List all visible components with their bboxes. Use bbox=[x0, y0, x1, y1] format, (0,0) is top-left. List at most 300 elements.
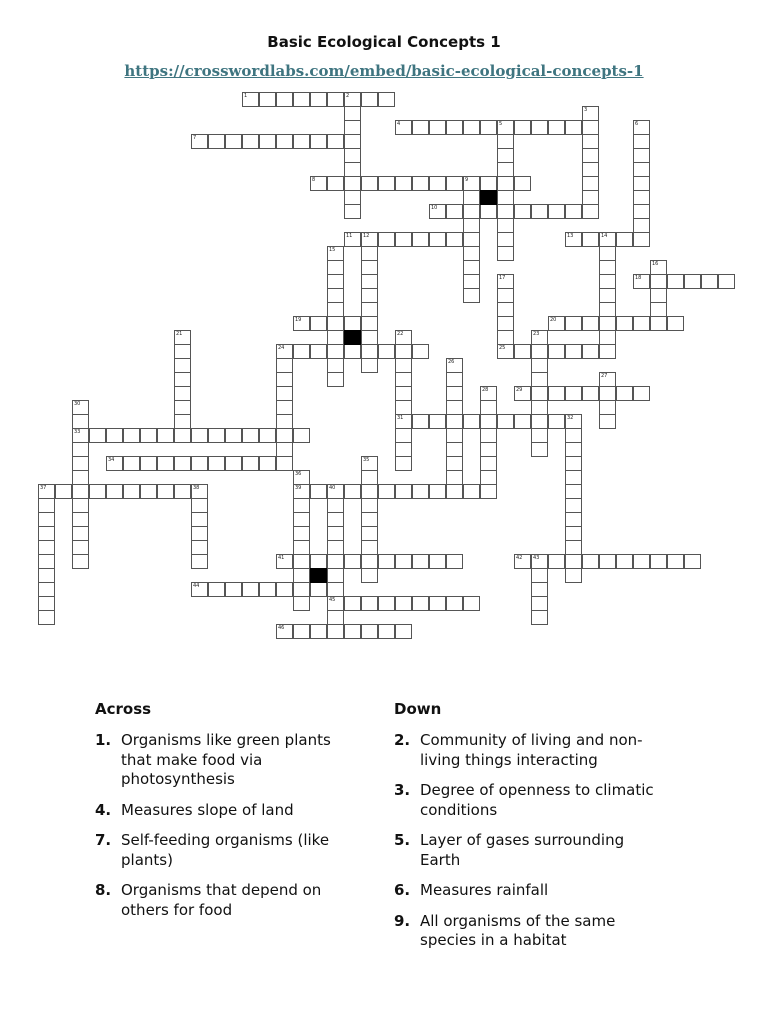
crossword-cell[interactable] bbox=[599, 260, 616, 275]
crossword-cell[interactable] bbox=[599, 386, 616, 401]
crossword-cell[interactable] bbox=[633, 148, 650, 163]
crossword-cell[interactable] bbox=[531, 400, 548, 415]
crossword-cell[interactable] bbox=[174, 358, 191, 373]
crossword-cell[interactable] bbox=[497, 134, 514, 149]
crossword-cell[interactable] bbox=[361, 288, 378, 303]
crossword-cell[interactable] bbox=[276, 414, 293, 429]
crossword-cell[interactable] bbox=[259, 92, 276, 107]
crossword-cell[interactable] bbox=[599, 344, 616, 359]
crossword-cell[interactable] bbox=[72, 484, 89, 499]
crossword-cell[interactable] bbox=[497, 330, 514, 345]
crossword-cell[interactable] bbox=[582, 554, 599, 569]
crossword-cell[interactable] bbox=[480, 120, 497, 135]
crossword-cell[interactable] bbox=[344, 92, 361, 107]
crossword-cell[interactable] bbox=[276, 386, 293, 401]
crossword-cell[interactable] bbox=[259, 456, 276, 471]
crossword-cell[interactable] bbox=[293, 470, 310, 485]
crossword-cell[interactable] bbox=[361, 316, 378, 331]
crossword-cell[interactable] bbox=[633, 386, 650, 401]
crossword-cell[interactable] bbox=[412, 176, 429, 191]
crossword-cell[interactable] bbox=[429, 414, 446, 429]
crossword-cell[interactable] bbox=[327, 596, 344, 611]
crossword-cell[interactable] bbox=[531, 568, 548, 583]
crossword-cell[interactable] bbox=[531, 610, 548, 625]
crossword-cell[interactable] bbox=[599, 414, 616, 429]
crossword-cell[interactable] bbox=[480, 484, 497, 499]
crossword-cell[interactable] bbox=[293, 134, 310, 149]
crossword-cell[interactable] bbox=[361, 470, 378, 485]
crossword-cell[interactable] bbox=[344, 316, 361, 331]
crossword-cell[interactable] bbox=[565, 204, 582, 219]
crossword-cell[interactable] bbox=[191, 134, 208, 149]
crossword-cell[interactable] bbox=[616, 386, 633, 401]
crossword-cell[interactable] bbox=[140, 428, 157, 443]
crossword-cell[interactable] bbox=[446, 204, 463, 219]
crossword-cell[interactable] bbox=[344, 106, 361, 121]
crossword-cell[interactable] bbox=[548, 554, 565, 569]
crossword-cell[interactable] bbox=[310, 316, 327, 331]
crossword-cell[interactable] bbox=[667, 274, 684, 289]
crossword-cell[interactable] bbox=[123, 484, 140, 499]
crossword-cell[interactable] bbox=[327, 358, 344, 373]
crossword-cell[interactable] bbox=[361, 540, 378, 555]
crossword-cell[interactable] bbox=[548, 204, 565, 219]
crossword-cell[interactable] bbox=[242, 92, 259, 107]
crossword-cell[interactable] bbox=[497, 344, 514, 359]
crossword-cell[interactable] bbox=[531, 414, 548, 429]
crossword-cell[interactable] bbox=[582, 204, 599, 219]
crossword-cell[interactable] bbox=[276, 134, 293, 149]
crossword-cell[interactable] bbox=[565, 470, 582, 485]
crossword-cell[interactable] bbox=[293, 316, 310, 331]
crossword-cell[interactable] bbox=[667, 554, 684, 569]
crossword-cell[interactable] bbox=[429, 232, 446, 247]
crossword-cell[interactable] bbox=[293, 582, 310, 597]
crossword-cell[interactable] bbox=[395, 428, 412, 443]
crossword-cell[interactable] bbox=[463, 288, 480, 303]
crossword-cell[interactable] bbox=[72, 526, 89, 541]
crossword-cell[interactable] bbox=[72, 470, 89, 485]
crossword-cell[interactable] bbox=[174, 456, 191, 471]
crossword-cell[interactable] bbox=[548, 414, 565, 429]
crossword-cell[interactable] bbox=[599, 372, 616, 387]
crossword-cell[interactable] bbox=[446, 442, 463, 457]
crossword-cell[interactable] bbox=[242, 456, 259, 471]
crossword-cell[interactable] bbox=[531, 428, 548, 443]
crossword-cell[interactable] bbox=[548, 316, 565, 331]
crossword-cell[interactable] bbox=[463, 120, 480, 135]
crossword-cell[interactable] bbox=[565, 540, 582, 555]
crossword-cell[interactable] bbox=[565, 498, 582, 513]
crossword-cell[interactable] bbox=[344, 190, 361, 205]
crossword-cell[interactable] bbox=[361, 274, 378, 289]
crossword-cell[interactable] bbox=[361, 176, 378, 191]
crossword-cell[interactable] bbox=[548, 344, 565, 359]
crossword-cell[interactable] bbox=[191, 540, 208, 555]
crossword-cell[interactable] bbox=[599, 246, 616, 261]
crossword-cell[interactable] bbox=[327, 554, 344, 569]
crossword-cell[interactable] bbox=[276, 372, 293, 387]
crossword-cell[interactable] bbox=[361, 484, 378, 499]
crossword-cell[interactable] bbox=[446, 400, 463, 415]
crossword-cell[interactable] bbox=[412, 554, 429, 569]
crossword-cell[interactable] bbox=[174, 400, 191, 415]
crossword-cell[interactable] bbox=[565, 512, 582, 527]
crossword-cell[interactable] bbox=[344, 162, 361, 177]
crossword-cell[interactable] bbox=[72, 428, 89, 443]
crossword-cell[interactable] bbox=[395, 330, 412, 345]
crossword-cell[interactable] bbox=[174, 414, 191, 429]
crossword-cell[interactable] bbox=[293, 624, 310, 639]
crossword-cell[interactable] bbox=[72, 400, 89, 415]
crossword-cell[interactable] bbox=[225, 428, 242, 443]
crossword-cell[interactable] bbox=[497, 218, 514, 233]
crossword-cell[interactable] bbox=[327, 330, 344, 345]
crossword-cell[interactable] bbox=[446, 428, 463, 443]
crossword-cell[interactable] bbox=[361, 512, 378, 527]
crossword-cell[interactable] bbox=[446, 120, 463, 135]
crossword-cell[interactable] bbox=[395, 372, 412, 387]
crossword-cell[interactable] bbox=[412, 596, 429, 611]
crossword-cell[interactable] bbox=[565, 568, 582, 583]
crossword-cell[interactable] bbox=[327, 624, 344, 639]
crossword-cell[interactable] bbox=[531, 358, 548, 373]
crossword-cell[interactable] bbox=[565, 414, 582, 429]
crossword-cell[interactable] bbox=[395, 624, 412, 639]
crossword-cell[interactable] bbox=[463, 274, 480, 289]
crossword-cell[interactable] bbox=[565, 316, 582, 331]
crossword-cell[interactable] bbox=[106, 428, 123, 443]
crossword-cell[interactable] bbox=[684, 554, 701, 569]
crossword-cell[interactable] bbox=[582, 162, 599, 177]
crossword-cell[interactable] bbox=[276, 582, 293, 597]
crossword-cell[interactable] bbox=[565, 456, 582, 471]
crossword-cell[interactable] bbox=[497, 162, 514, 177]
crossword-cell[interactable] bbox=[327, 288, 344, 303]
crossword-cell[interactable] bbox=[361, 344, 378, 359]
crossword-cell[interactable] bbox=[242, 134, 259, 149]
crossword-cell[interactable] bbox=[361, 330, 378, 345]
crossword-cell[interactable] bbox=[395, 120, 412, 135]
crossword-cell[interactable] bbox=[38, 582, 55, 597]
crossword-cell[interactable] bbox=[395, 596, 412, 611]
crossword-cell[interactable] bbox=[38, 526, 55, 541]
crossword-cell[interactable] bbox=[565, 344, 582, 359]
crossword-cell[interactable] bbox=[89, 484, 106, 499]
crossword-cell[interactable] bbox=[361, 358, 378, 373]
crossword-cell[interactable] bbox=[259, 134, 276, 149]
crossword-cell[interactable] bbox=[616, 232, 633, 247]
crossword-cell[interactable] bbox=[514, 414, 531, 429]
crossword-cell[interactable] bbox=[276, 456, 293, 471]
crossword-cell[interactable] bbox=[293, 344, 310, 359]
crossword-cell[interactable] bbox=[446, 484, 463, 499]
crossword-cell[interactable] bbox=[378, 596, 395, 611]
crossword-cell[interactable] bbox=[463, 176, 480, 191]
crossword-cell[interactable] bbox=[378, 344, 395, 359]
crossword-cell[interactable] bbox=[276, 554, 293, 569]
crossword-cell[interactable] bbox=[327, 610, 344, 625]
crossword-cell[interactable] bbox=[38, 554, 55, 569]
crossword-cell[interactable] bbox=[395, 232, 412, 247]
crossword-cell[interactable] bbox=[599, 274, 616, 289]
crossword-cell[interactable] bbox=[531, 582, 548, 597]
crossword-cell[interactable] bbox=[378, 484, 395, 499]
crossword-cell[interactable] bbox=[633, 554, 650, 569]
crossword-cell[interactable] bbox=[361, 596, 378, 611]
crossword-cell[interactable] bbox=[344, 624, 361, 639]
crossword-cell[interactable] bbox=[276, 442, 293, 457]
crossword-cell[interactable] bbox=[497, 246, 514, 261]
crossword-cell[interactable] bbox=[429, 596, 446, 611]
crossword-cell[interactable] bbox=[361, 624, 378, 639]
crossword-cell[interactable] bbox=[497, 120, 514, 135]
crossword-cell[interactable] bbox=[684, 274, 701, 289]
crossword-cell[interactable] bbox=[633, 162, 650, 177]
crossword-cell[interactable] bbox=[548, 120, 565, 135]
crossword-cell[interactable] bbox=[446, 372, 463, 387]
crossword-cell[interactable] bbox=[412, 120, 429, 135]
crossword-cell[interactable] bbox=[531, 344, 548, 359]
crossword-cell[interactable] bbox=[191, 582, 208, 597]
crossword-cell[interactable] bbox=[327, 176, 344, 191]
crossword-cell[interactable] bbox=[293, 428, 310, 443]
crossword-cell[interactable] bbox=[412, 484, 429, 499]
crossword-cell[interactable] bbox=[463, 246, 480, 261]
crossword-cell[interactable] bbox=[565, 120, 582, 135]
crossword-cell[interactable] bbox=[174, 344, 191, 359]
crossword-cell[interactable] bbox=[344, 596, 361, 611]
crossword-cell[interactable] bbox=[208, 428, 225, 443]
crossword-cell[interactable] bbox=[293, 540, 310, 555]
crossword-cell[interactable] bbox=[395, 484, 412, 499]
crossword-cell[interactable] bbox=[514, 120, 531, 135]
crossword-cell[interactable] bbox=[633, 274, 650, 289]
crossword-cell[interactable] bbox=[378, 624, 395, 639]
crossword-cell[interactable] bbox=[72, 442, 89, 457]
crossword-cell[interactable] bbox=[361, 498, 378, 513]
crossword-cell[interactable] bbox=[429, 120, 446, 135]
crossword-cell[interactable] bbox=[650, 274, 667, 289]
crossword-cell[interactable] bbox=[293, 554, 310, 569]
crossword-cell[interactable] bbox=[548, 386, 565, 401]
crossword-cell[interactable] bbox=[446, 176, 463, 191]
crossword-cell[interactable] bbox=[310, 176, 327, 191]
crossword-cell[interactable] bbox=[531, 554, 548, 569]
crossword-cell[interactable] bbox=[327, 274, 344, 289]
crossword-cell[interactable] bbox=[72, 540, 89, 555]
crossword-cell[interactable] bbox=[327, 344, 344, 359]
crossword-cell[interactable] bbox=[174, 428, 191, 443]
crossword-cell[interactable] bbox=[327, 372, 344, 387]
crossword-cell[interactable] bbox=[38, 596, 55, 611]
crossword-cell[interactable] bbox=[395, 442, 412, 457]
crossword-cell[interactable] bbox=[140, 456, 157, 471]
crossword-cell[interactable] bbox=[599, 316, 616, 331]
crossword-cell[interactable] bbox=[361, 260, 378, 275]
crossword-cell[interactable] bbox=[497, 232, 514, 247]
crossword-cell[interactable] bbox=[276, 428, 293, 443]
crossword-cell[interactable] bbox=[327, 92, 344, 107]
crossword-cell[interactable] bbox=[72, 554, 89, 569]
crossword-cell[interactable] bbox=[276, 344, 293, 359]
crossword-cell[interactable] bbox=[38, 610, 55, 625]
crossword-cell[interactable] bbox=[293, 526, 310, 541]
crossword-cell[interactable] bbox=[242, 428, 259, 443]
crossword-cell[interactable] bbox=[191, 484, 208, 499]
crossword-cell[interactable] bbox=[565, 484, 582, 499]
crossword-cell[interactable] bbox=[310, 344, 327, 359]
crossword-cell[interactable] bbox=[395, 400, 412, 415]
crossword-cell[interactable] bbox=[310, 624, 327, 639]
crossword-cell[interactable] bbox=[412, 344, 429, 359]
crossword-cell[interactable] bbox=[395, 386, 412, 401]
crossword-cell[interactable] bbox=[344, 204, 361, 219]
crossword-cell[interactable] bbox=[463, 484, 480, 499]
crossword-cell[interactable] bbox=[514, 386, 531, 401]
crossword-cell[interactable] bbox=[242, 582, 259, 597]
crossword-cell[interactable] bbox=[38, 498, 55, 513]
crossword-cell[interactable] bbox=[327, 540, 344, 555]
crossword-cell[interactable] bbox=[327, 526, 344, 541]
crossword-cell[interactable] bbox=[327, 302, 344, 317]
crossword-cell[interactable] bbox=[327, 246, 344, 261]
crossword-cell[interactable] bbox=[514, 176, 531, 191]
crossword-cell[interactable] bbox=[446, 414, 463, 429]
crossword-cell[interactable] bbox=[276, 92, 293, 107]
crossword-cell[interactable] bbox=[480, 400, 497, 415]
crossword-cell[interactable] bbox=[310, 134, 327, 149]
crossword-cell[interactable] bbox=[191, 428, 208, 443]
crossword-cell[interactable] bbox=[276, 624, 293, 639]
crossword-cell[interactable] bbox=[72, 456, 89, 471]
crossword-cell[interactable] bbox=[480, 470, 497, 485]
crossword-cell[interactable] bbox=[89, 428, 106, 443]
crossword-cell[interactable] bbox=[531, 330, 548, 345]
crossword-cell[interactable] bbox=[718, 274, 735, 289]
crossword-cell[interactable] bbox=[531, 442, 548, 457]
crossword-cell[interactable] bbox=[599, 330, 616, 345]
crossword-cell[interactable] bbox=[344, 484, 361, 499]
crossword-cell[interactable] bbox=[344, 232, 361, 247]
crossword-cell[interactable] bbox=[72, 498, 89, 513]
crossword-cell[interactable] bbox=[429, 176, 446, 191]
crossword-cell[interactable] bbox=[633, 316, 650, 331]
crossword-cell[interactable] bbox=[191, 526, 208, 541]
crossword-cell[interactable] bbox=[616, 316, 633, 331]
crossword-cell[interactable] bbox=[633, 232, 650, 247]
crossword-cell[interactable] bbox=[616, 554, 633, 569]
crossword-cell[interactable] bbox=[395, 344, 412, 359]
crossword-cell[interactable] bbox=[327, 316, 344, 331]
crossword-cell[interactable] bbox=[565, 554, 582, 569]
crossword-cell[interactable] bbox=[361, 302, 378, 317]
crossword-cell[interactable] bbox=[582, 120, 599, 135]
crossword-cell[interactable] bbox=[565, 386, 582, 401]
crossword-cell[interactable] bbox=[327, 484, 344, 499]
crossword-cell[interactable] bbox=[208, 134, 225, 149]
crossword-cell[interactable] bbox=[463, 414, 480, 429]
crossword-cell[interactable] bbox=[633, 120, 650, 135]
crossword-cell[interactable] bbox=[497, 316, 514, 331]
crossword-cell[interactable] bbox=[531, 204, 548, 219]
crossword-cell[interactable] bbox=[565, 442, 582, 457]
crossword-cell[interactable] bbox=[446, 358, 463, 373]
crossword-cell[interactable] bbox=[361, 92, 378, 107]
crossword-cell[interactable] bbox=[259, 582, 276, 597]
crossword-cell[interactable] bbox=[514, 554, 531, 569]
crossword-cell[interactable] bbox=[327, 498, 344, 513]
crossword-cell[interactable] bbox=[446, 386, 463, 401]
crossword-cell[interactable] bbox=[412, 232, 429, 247]
crossword-cell[interactable] bbox=[463, 232, 480, 247]
crossword-cell[interactable] bbox=[72, 512, 89, 527]
crossword-cell[interactable] bbox=[395, 456, 412, 471]
crossword-cell[interactable] bbox=[38, 568, 55, 583]
crossword-cell[interactable] bbox=[582, 148, 599, 163]
crossword-cell[interactable] bbox=[582, 176, 599, 191]
crossword-cell[interactable] bbox=[582, 232, 599, 247]
crossword-cell[interactable] bbox=[633, 204, 650, 219]
crossword-cell[interactable] bbox=[633, 190, 650, 205]
crossword-cell[interactable] bbox=[293, 92, 310, 107]
crossword-cell[interactable] bbox=[327, 512, 344, 527]
crossword-cell[interactable] bbox=[599, 400, 616, 415]
crossword-cell[interactable] bbox=[395, 554, 412, 569]
crossword-cell[interactable] bbox=[225, 456, 242, 471]
crossword-cell[interactable] bbox=[650, 316, 667, 331]
crossword-cell[interactable] bbox=[344, 148, 361, 163]
crossword-cell[interactable] bbox=[174, 484, 191, 499]
crossword-cell[interactable] bbox=[378, 176, 395, 191]
crossword-cell[interactable] bbox=[463, 260, 480, 275]
crossword-cell[interactable] bbox=[191, 498, 208, 513]
crossword-cell[interactable] bbox=[395, 358, 412, 373]
crossword-cell[interactable] bbox=[480, 204, 497, 219]
crossword-cell[interactable] bbox=[463, 596, 480, 611]
crossword-cell[interactable] bbox=[650, 554, 667, 569]
crossword-cell[interactable] bbox=[157, 456, 174, 471]
crossword-cell[interactable] bbox=[225, 134, 242, 149]
crossword-cell[interactable] bbox=[582, 344, 599, 359]
crossword-cell[interactable] bbox=[582, 316, 599, 331]
crossword-cell[interactable] bbox=[276, 358, 293, 373]
puzzle-link[interactable]: https://crosswordlabs.com/embed/basic-ecological-concepts-1 bbox=[124, 62, 644, 80]
crossword-cell[interactable] bbox=[344, 554, 361, 569]
crossword-cell[interactable] bbox=[123, 428, 140, 443]
crossword-cell[interactable] bbox=[429, 484, 446, 499]
crossword-cell[interactable] bbox=[480, 442, 497, 457]
crossword-cell[interactable] bbox=[310, 582, 327, 597]
crossword-cell[interactable] bbox=[446, 554, 463, 569]
crossword-cell[interactable] bbox=[497, 176, 514, 191]
crossword-cell[interactable] bbox=[157, 484, 174, 499]
crossword-cell[interactable] bbox=[480, 456, 497, 471]
crossword-cell[interactable] bbox=[429, 554, 446, 569]
crossword-cell[interactable] bbox=[582, 386, 599, 401]
crossword-cell[interactable] bbox=[599, 232, 616, 247]
crossword-cell[interactable] bbox=[395, 176, 412, 191]
crossword-cell[interactable] bbox=[123, 456, 140, 471]
crossword-cell[interactable] bbox=[293, 484, 310, 499]
crossword-cell[interactable] bbox=[191, 456, 208, 471]
crossword-cell[interactable] bbox=[208, 456, 225, 471]
crossword-cell[interactable] bbox=[55, 484, 72, 499]
crossword-cell[interactable] bbox=[293, 568, 310, 583]
crossword-cell[interactable] bbox=[174, 330, 191, 345]
crossword-cell[interactable] bbox=[259, 428, 276, 443]
crossword-cell[interactable] bbox=[361, 232, 378, 247]
